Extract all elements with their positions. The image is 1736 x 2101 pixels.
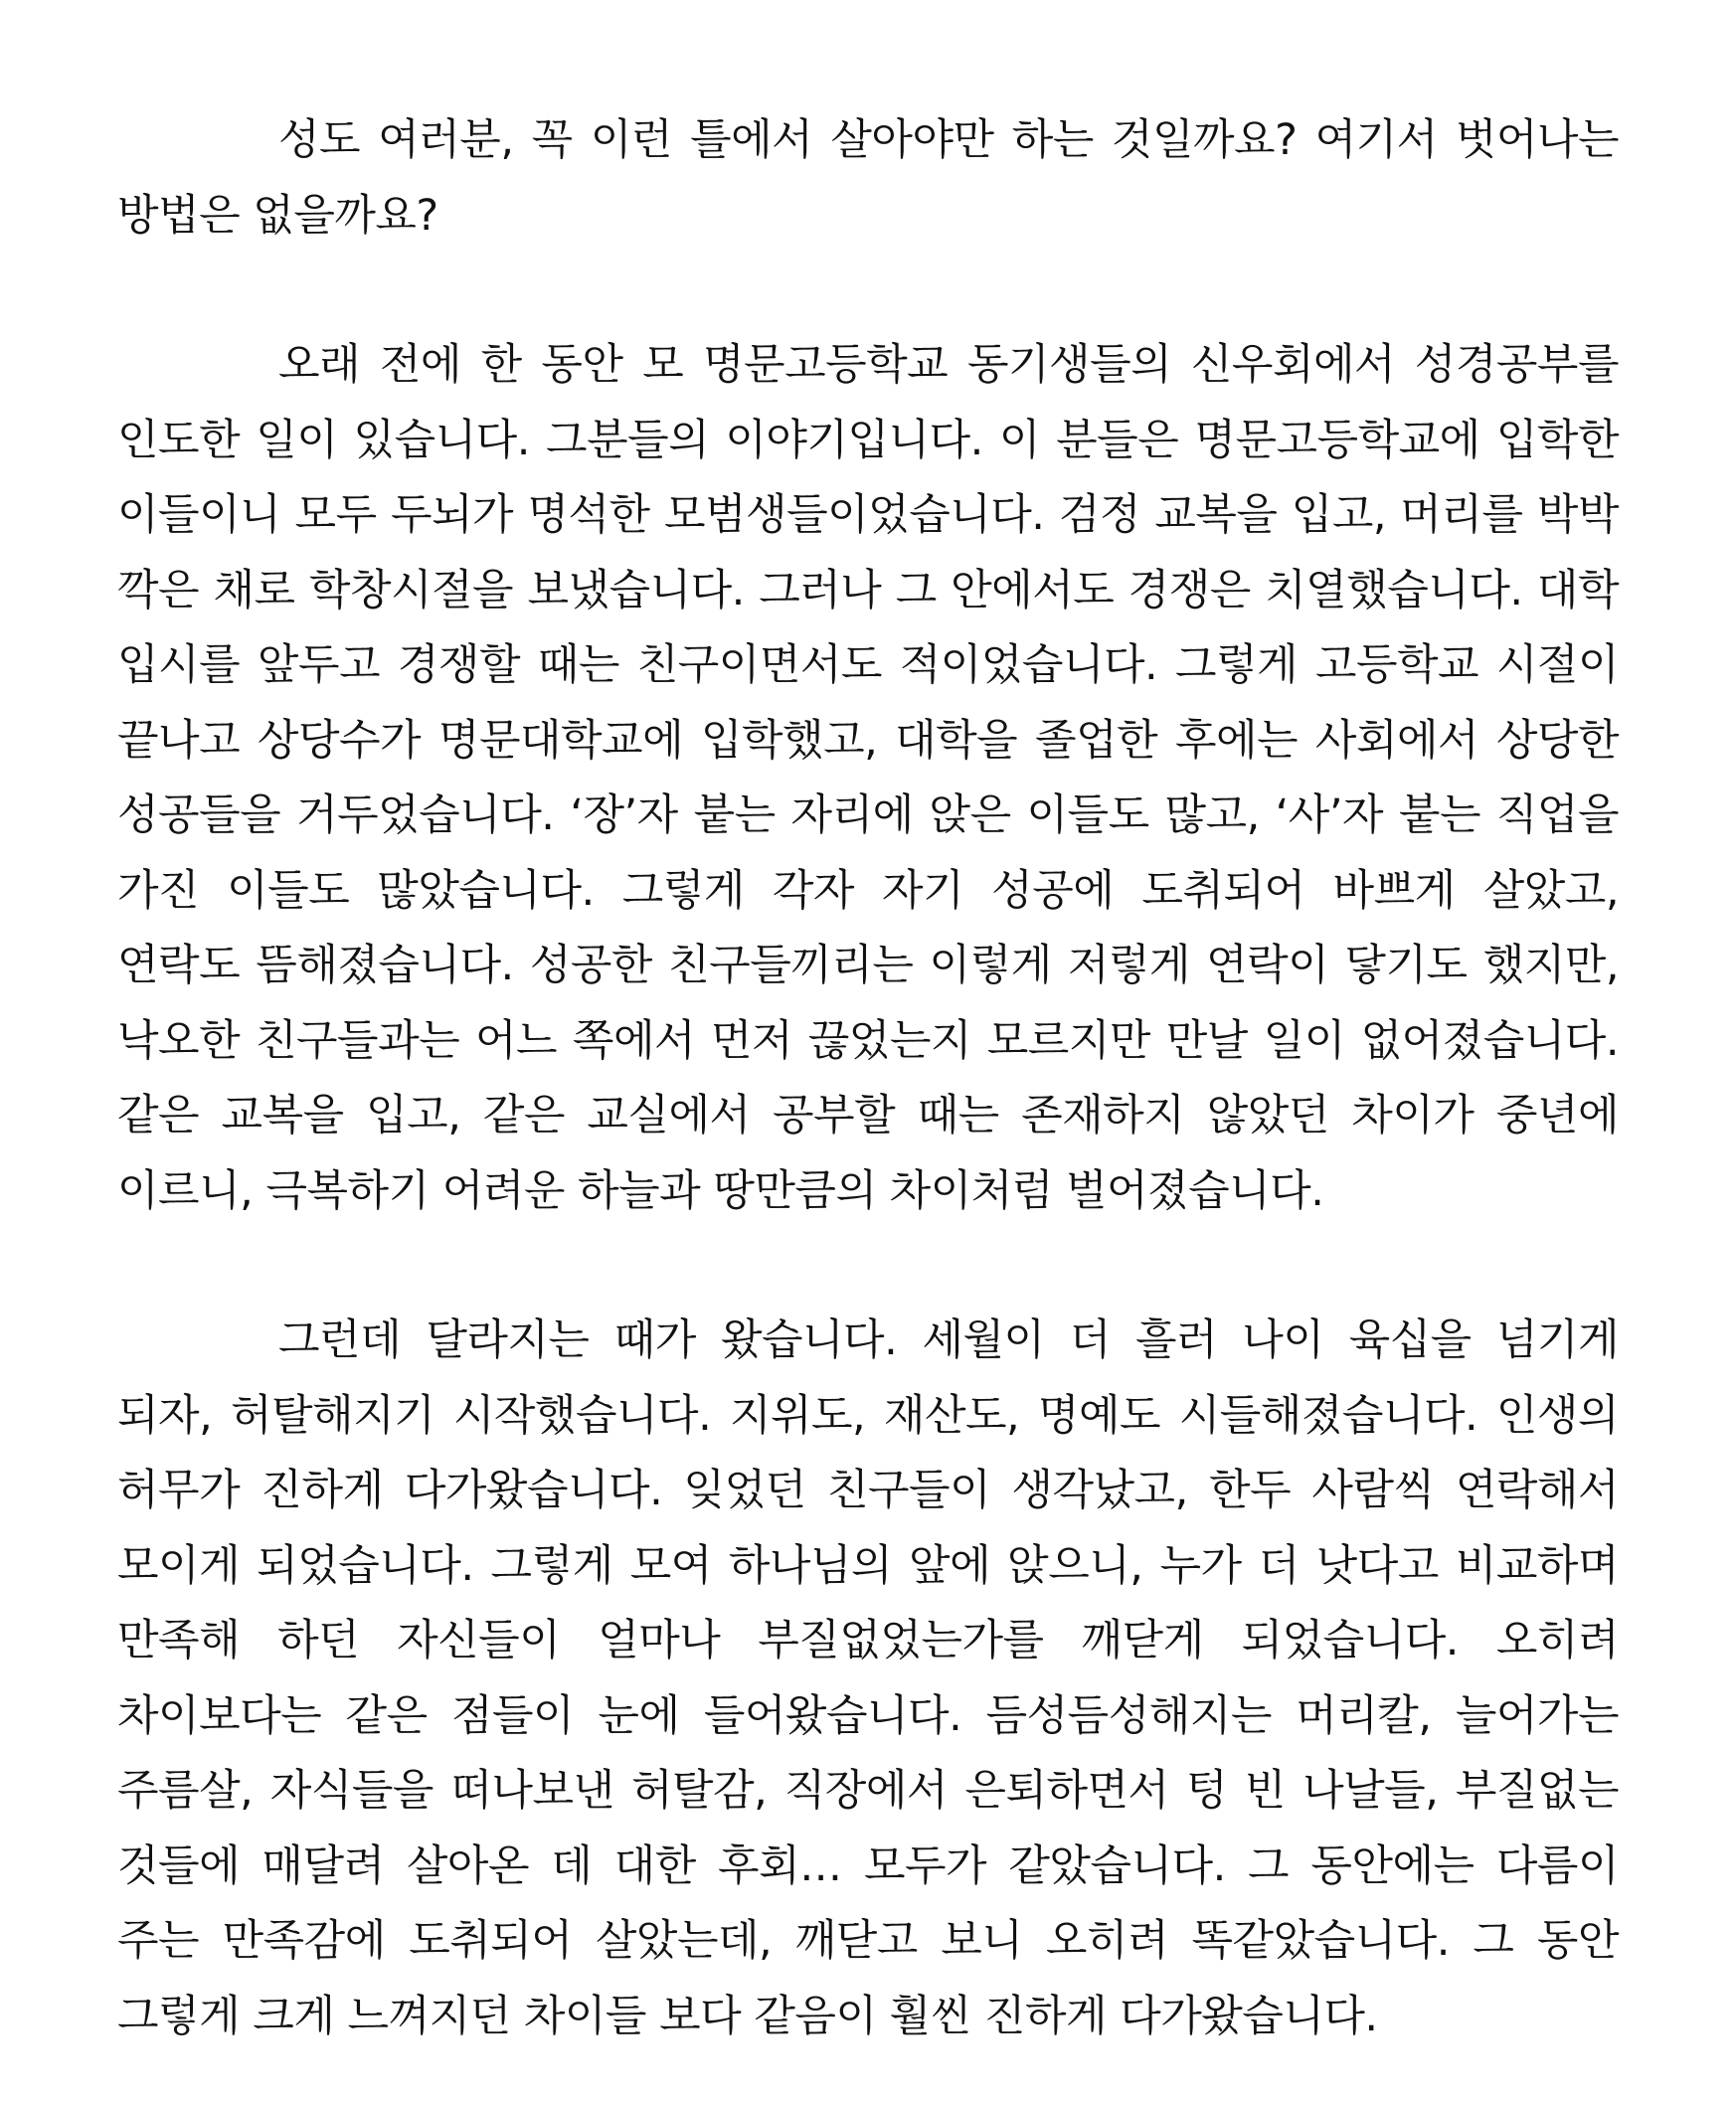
document-page [117, 103, 1619, 2054]
paragraph-3: 그런데 달라지는 때가 왔습니다. 세월이 더 흘러 나이 육십을 넘기게 되자, 허탈해지기 시작했습니다. 지위도, 재산도, 명예도 시들해졌습니다. 인생의 허무가 진하게 다가왔습니다. 잊었던 친구들이 생각났고, 한두 사람씩 연락해서 모이게 되었습니다. 그렇게 모여 하나님의 앞에 앉으니, 누가 더 낫다고 비교하며 만족해 하던 자신들이 얼마나 부질없었는가를 깨닫게 되었습니다. 오히려 차이보다는 같은 점들이 눈에 들어왔습니다. 듬성듬성해지는 머리칼, 늘어가는 주름살, 자식들을 떠나보낸 허탈감, 직장에서 은퇴하면서 텅 빈 나날들, 부질없는 것들에 매달려 살아온 데 대한 후회… 모두가 같았습니다. 그 동안에는 다름이 주는 만족감에 도취되어 살았는데, 깨닫고 보니 오히려 똑같았습니다. 그 동안 그렇게 크게 느껴지던 차이들 보다 같음이 훨씬 진하게 다가왔습니다. [117, 1315, 1619, 2041]
paragraph-2: 오래 전에 한 동안 모 명문고등학교 동기생들의 신우회에서 성경공부를 인도한 일이 있습니다. 그분들의 이야기입니다. 이 분들은 명문고등학교에 입학한 이들이니 모두 두뇌가 명석한 모범생들이었습니다. 검정 교복을 입고, 머리를 박박 깍은 채로 학창시절을 보냈습니다. 그러나 그 안에서도 경쟁은 치열했습니다. 대학 입시를 앞두고 경쟁할 때는 친구이면서도 적이었습니다. 그렇게 고등학교 시절이 끝나고 상당수가 명문대학교에 입학했고, 대학을 졸업한 후에는 사회에서 상당한 성공들을 거두었습니다. ‘장’자 붙는 자리에 앉은 이들도 많고, ‘사’자 붙는 직업을 가진 이들도 많았습니다. 그렇게 각자 자기 성공에 도취되어 바쁘게 살았고, 연락도 뜸해졌습니다. 성공한 친구들끼리는 이렇게 저렇게 연락이 닿기도 했지만, 낙오한 친구들과는 어느 쪽에서 먼저 끊었는지 모르지만 만날 일이 없어졌습니다. 같은 교복을 입고, 같은 교실에서 공부할 때는 존재하지 않았던 차이가 중년에 이르니, 극복하기 어려운 하늘과 땅만큼의 차이처럼 벌어졌습니다. [117, 340, 1619, 1216]
paragraph-1: 성도 여러분, 꼭 이런 틀에서 살아야만 하는 것일까요? 여기서 벗어나는 방법은 없을까요? [117, 115, 1619, 241]
